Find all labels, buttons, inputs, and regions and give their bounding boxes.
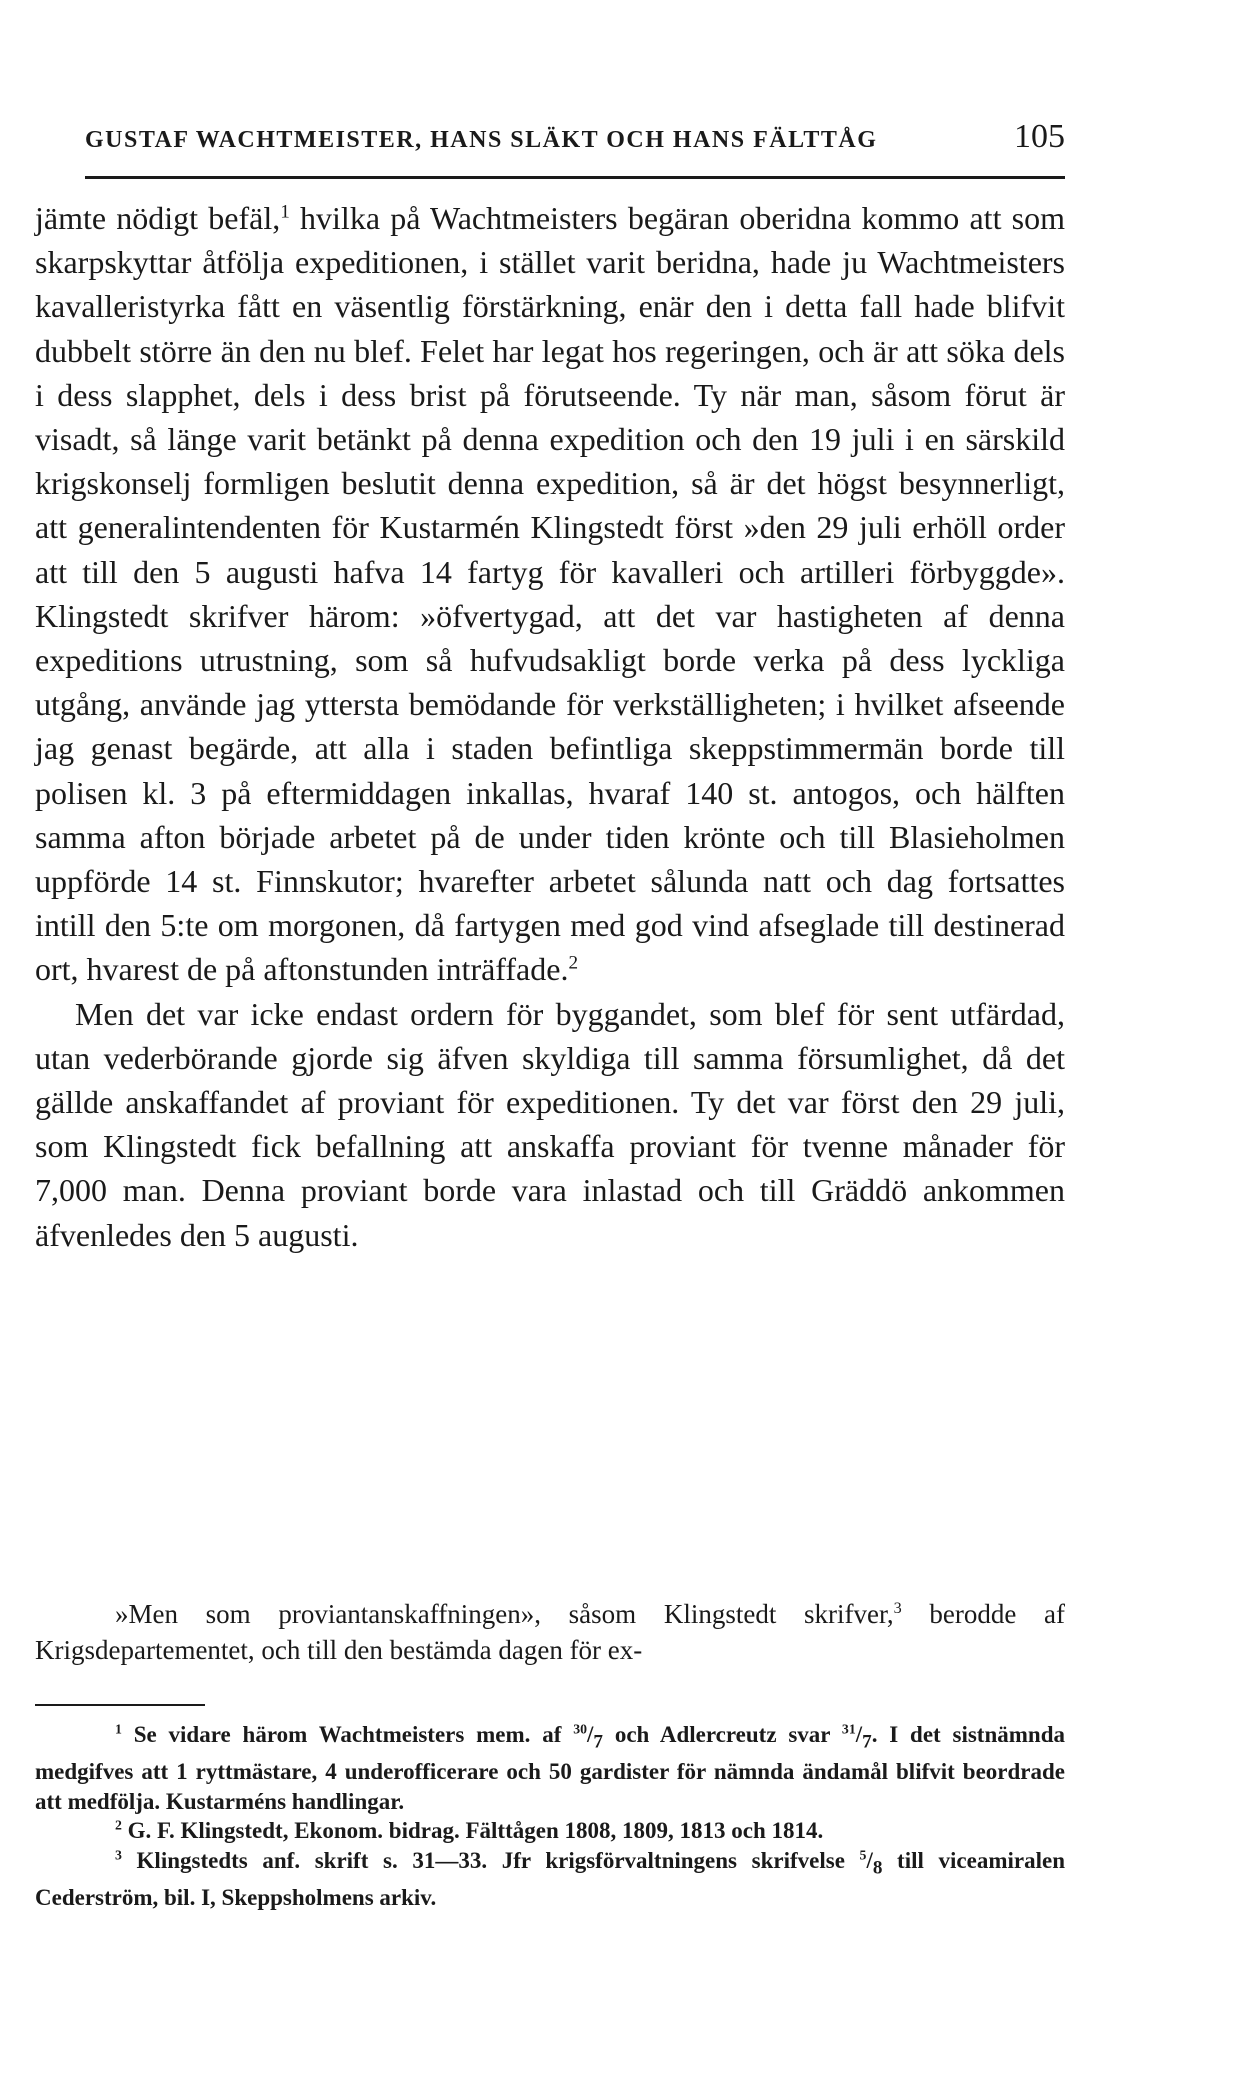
footnote-number: 3 <box>115 1847 122 1863</box>
footnote-rule <box>35 1704 205 1706</box>
running-title: GUSTAF WACHTMEISTER, HANS SLÄKT OCH HANS FÄLTTÅG <box>85 127 878 153</box>
footnotes <box>35 1720 1065 1913</box>
running-head <box>85 118 1065 158</box>
footnote-ref-1: 1 <box>280 201 290 223</box>
header-rule <box>85 176 1065 179</box>
footnote-number: 2 <box>115 1817 122 1833</box>
page-number: 105 <box>1014 118 1065 155</box>
paragraph-2: Men det var icke endast ordern för byggandet, som blef för sent utfärdad, utan vederbörande gjorde sig äfven skyldiga till samma försumlighet, då det gällde anskaffandet af proviant för expeditionen. Ty det var först den 29 juli, som Klingstedt fick befallning att anskaffa proviant för tvenne månader för 7,000 man. Denna proviant borde vara inlastad och till Gräddö ankommen äfvenledes den 5 augusti. <box>35 995 1065 1253</box>
footnote-2: $^2$ G. F. Klingstedt, Ekonom. bidrag. Fälttågen 1808, 1809, 1813 och 1814. <box>115 1817 824 1844</box>
footnote-1: $^1$ Se vidare härom Wachtmeisters mem. af $^{30}/_7$ och Adlercreutz svar $^{31}/_7$. I det sistnämnda medgifves att 1 ryttmästare, 4 underofficerare och 50 gardister för nämnda ändamål blifvit beordrade att medfölja. Kustarméns handlingar. <box>35 1721 1065 1814</box>
body-text <box>35 196 1065 1257</box>
footnote-ref-2: 2 <box>568 952 579 974</box>
footnote-ref-3: 3 <box>893 1599 902 1617</box>
book-page <box>35 0 1065 2100</box>
footnote-number: 1 <box>115 1721 122 1737</box>
paragraph-1: jämte nödigt befäl,$^1$ hvilka på Wachtmeisters begäran oberidna kommo att som skarpskyttar åtfölja expeditionen, i stället varit beridna, hade ju Wachtmeisters kavalleristyrka fått en väsentlig förstärkning, enär den i detta fall hade blifvit dubbelt större än den nu blef. Felet har legat hos regeringen, och är att söka dels i dess slapphet, dels i dess brist på förutseende. Ty när man, såsom förut är visadt, så länge varit betänkt på denna expedition och den 19 juli i en särskild krigskonselj formligen beslutit denna expedition, så är det högst besynnerligt, att generalintendenten för Kustarmén Klingstedt först »den 29 juli erhöll order att till den 5 augusti hafva 14 fartyg för kavalleri och artilleri förbyggde». Klingstedt skrifver härom: »öfvertygad, att det var hastigheten af denna expeditions utrustning, som så hufvudsakligt borde verka på dess lyckliga utgång, använde jag yttersta bemödande för verkställigheten; i hvilket afseende jag genast begärde, att alla i staden befintliga skeppstimmermän borde till polisen kl. 3 på eftermiddagen inkallas, hvaraf 140 st. antogos, och hälften samma afton började arbetet på de under tiden krönte och till Blasieholmen uppförde 14 st. Finnskutor; hvarefter arbetet sålunda natt och dag fortsattes intill den 5:te om morgonen, då fartygen med god vind afseglade till destinerad ort, hvarest de på aftonstunden inträffade.$^2$ <box>35 200 1066 988</box>
block-quote <box>35 1596 1065 1668</box>
footnote-3: $^3$ Klingstedts anf. skrift s. 31—33. Jfr krigsförvaltningens skrifvelse $^5/_8$ till viceamiralen Cederström, bil. I, Skeppsholmens arkiv. <box>35 1847 1065 1911</box>
quote-paragraph: »Men som proviantanskaffningen», såsom Klingstedt skrifver,$^3$ berodde af Krigsdepartementet, och till den bestämda dagen för ex- <box>35 1599 1065 1665</box>
